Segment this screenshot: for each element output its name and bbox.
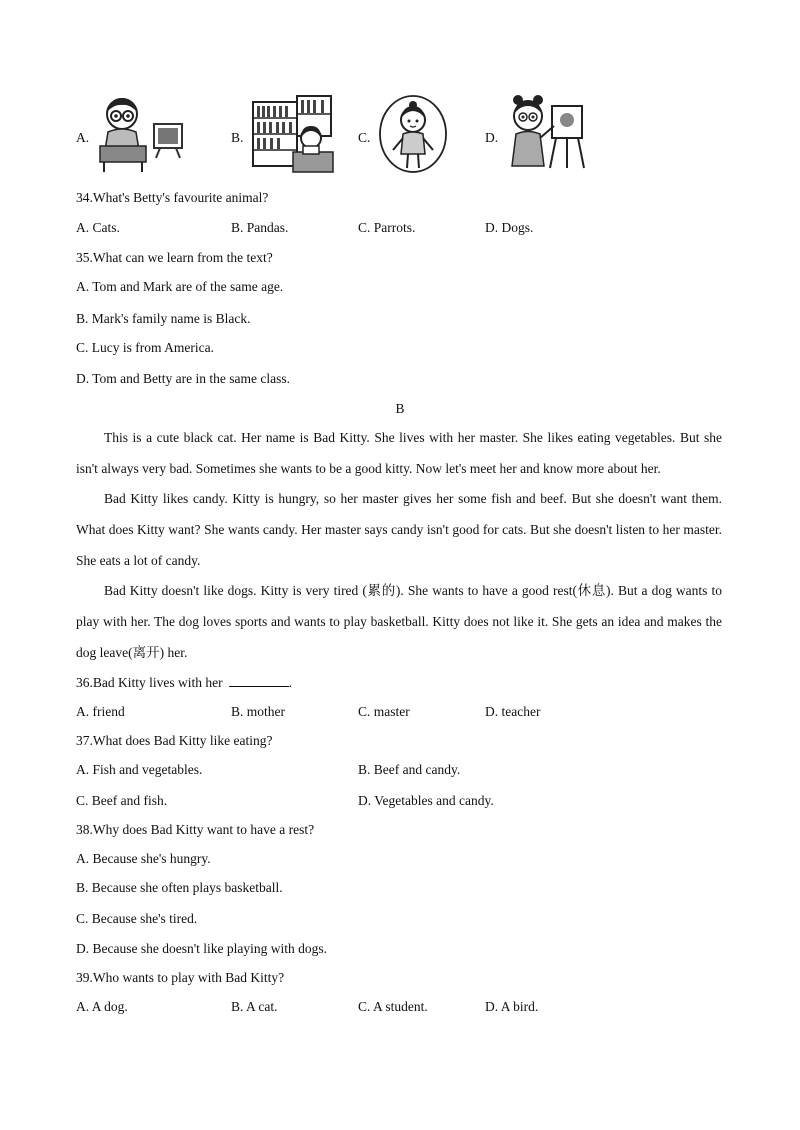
q39-option-d: D. A bird. [485,999,539,1014]
picture-option-a-label: A. [76,130,90,145]
girl-jumping-rope-picture [377,94,449,178]
q37-option-a: A. Fish and vegetables. [76,762,203,777]
q39-option-b: B. A cat. [231,999,278,1014]
passage-paragraph-3: Bad Kitty doesn't like dogs. Kitty is very tired (累的). She wants to have a good rest(休息). But a dog wants to play with her. The dog loves sports and wants to play basketball. Kitty does not like it. She gets an idea and makes the dog leave(离开) her. [76,583,722,660]
picture-option-c-label: C. [358,130,371,145]
q38-option-a: A. Because she's hungry. [76,851,211,866]
q35-option-c: C. Lucy is from America. [76,340,214,355]
boy-watching-tv-picture [96,94,188,178]
q36-option-c: C. master [358,704,410,719]
q34-option-b: B. Pandas. [231,220,289,235]
answer-blank [229,675,289,687]
q37-option-b: B. Beef and candy. [358,762,461,777]
passage-paragraph-1: This is a cute black cat. Her name is Bad Kitty. She lives with her master. She likes eating vegetables. But she isn't always very bad. Sometimes she wants to be a good kitty. Now let's meet her and know more about her. [76,430,722,476]
q35-option-b: B. Mark's family name is Black. [76,311,251,326]
question-37: 37.What does Bad Kitty like eating? [76,733,273,748]
q38-option-c: C. Because she's tired. [76,911,198,926]
question-36-text: 36.Bad Kitty lives with her [76,675,223,690]
passage-paragraph-2: Bad Kitty likes candy. Kitty is hungry, so her master gives her some fish and beef. But she doesn't want them. What does Kitty want? She wants candy. Her master says candy isn't good for cats. But she doesn't listen to her master. She eats a lot of candy. [76,491,722,568]
q36-option-b: B. mother [231,704,285,719]
q38-option-d: D. Because she doesn't like playing with dogs. [76,941,328,956]
q36-option-d: D. teacher [485,704,541,719]
question-36-end: . [288,675,292,690]
q34-option-c: C. Parrots. [358,220,416,235]
q37-option-d: D. Vegetables and candy. [358,793,494,808]
girl-painting-picture [504,94,588,178]
q39-option-c: C. A student. [358,999,428,1014]
q37-option-c: C. Beef and fish. [76,793,168,808]
q35-option-d: D. Tom and Betty are in the same class. [76,371,291,386]
section-b-heading: B [395,401,405,416]
picture-option-b-label: B. [231,130,244,145]
picture-option-d-label: D. [485,130,499,145]
q39-option-a: A. A dog. [76,999,128,1014]
question-35: 35.What can we learn from the text? [76,250,273,265]
question-36 [76,675,292,691]
q35-option-a: A. Tom and Mark are of the same age. [76,279,284,294]
girl-reading-in-library-picture [251,94,335,178]
question-34: 34.What's Betty's favourite animal? [76,190,269,205]
question-39: 39.Who wants to play with Bad Kitty? [76,970,285,985]
q38-option-b: B. Because she often plays basketball. [76,880,283,895]
q34-option-a: A. Cats. [76,220,120,235]
q36-option-a: A. friend [76,704,125,719]
q34-option-d: D. Dogs. [485,220,534,235]
question-38: 38.Why does Bad Kitty want to have a rest? [76,822,315,837]
